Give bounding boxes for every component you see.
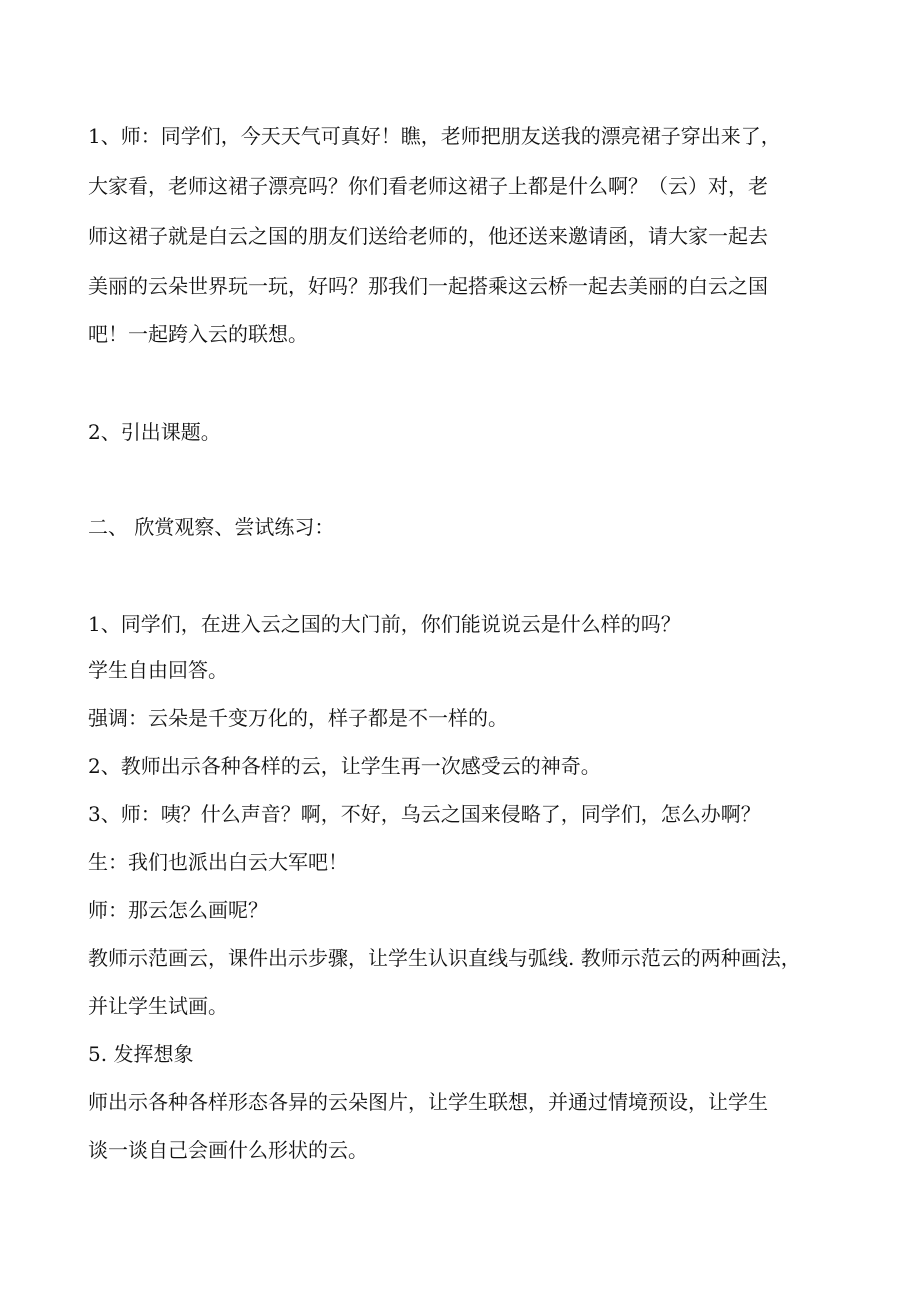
paragraph-line: 学生自由回答。 [88, 658, 228, 682]
section-heading: 二、 欣赏观察、尝试练习： [88, 515, 335, 539]
step-heading: 2、引出课题。 [88, 420, 221, 444]
paragraph-line: 美丽的云朵世界玩一玩，好吗？那我们一起搭乘这云桥一起去美丽的白云之国 [88, 274, 768, 298]
paragraph-line: 2、教师出示各种各样的云，让学生再一次感受云的神奇。 [88, 754, 601, 778]
paragraph-line: 吧！一起跨入云的联想。 [88, 322, 308, 346]
paragraph-line: 谈一谈自己会画什么形状的云。 [88, 1138, 368, 1162]
paragraph-line: 1、同学们，在进入云之国的大门前，你们能说说云是什么样的吗？ [88, 612, 681, 636]
paragraph-line: 师这裙子就是白云之国的朋友们送给老师的，他还送来邀请函，请大家一起去 [88, 224, 768, 248]
paragraph-line: 1、师：同学们，今天天气可真好！瞧，老师把朋友送我的漂亮裙子穿出来了， [88, 124, 781, 148]
paragraph-line: 并让学生试画。 [88, 994, 228, 1018]
paragraph-line: 3、师：咦？什么声音？啊，不好，乌云之国来侵略了，同学们，怎么办啊？ [88, 802, 761, 826]
step-heading: 5. 发挥想象 [88, 1042, 194, 1066]
paragraph-line: 强调：云朵是千变万化的，样子都是不一样的。 [88, 706, 508, 730]
paragraph-line: 生：我们也派出白云大军吧！ [88, 850, 348, 874]
paragraph-line: 师出示各种各样形态各异的云朵图片，让学生联想，并通过情境预设，让学生 [88, 1090, 768, 1114]
paragraph-line: 大家看，老师这裙子漂亮吗？你们看老师这裙子上都是什么啊？（云）对，老 [88, 174, 768, 198]
paragraph-line: 教师示范画云，课件出示步骤，让学生认识直线与弧线. 教师示范云的两种画法， [88, 946, 801, 970]
paragraph-line: 师：那云怎么画呢？ [88, 898, 268, 922]
